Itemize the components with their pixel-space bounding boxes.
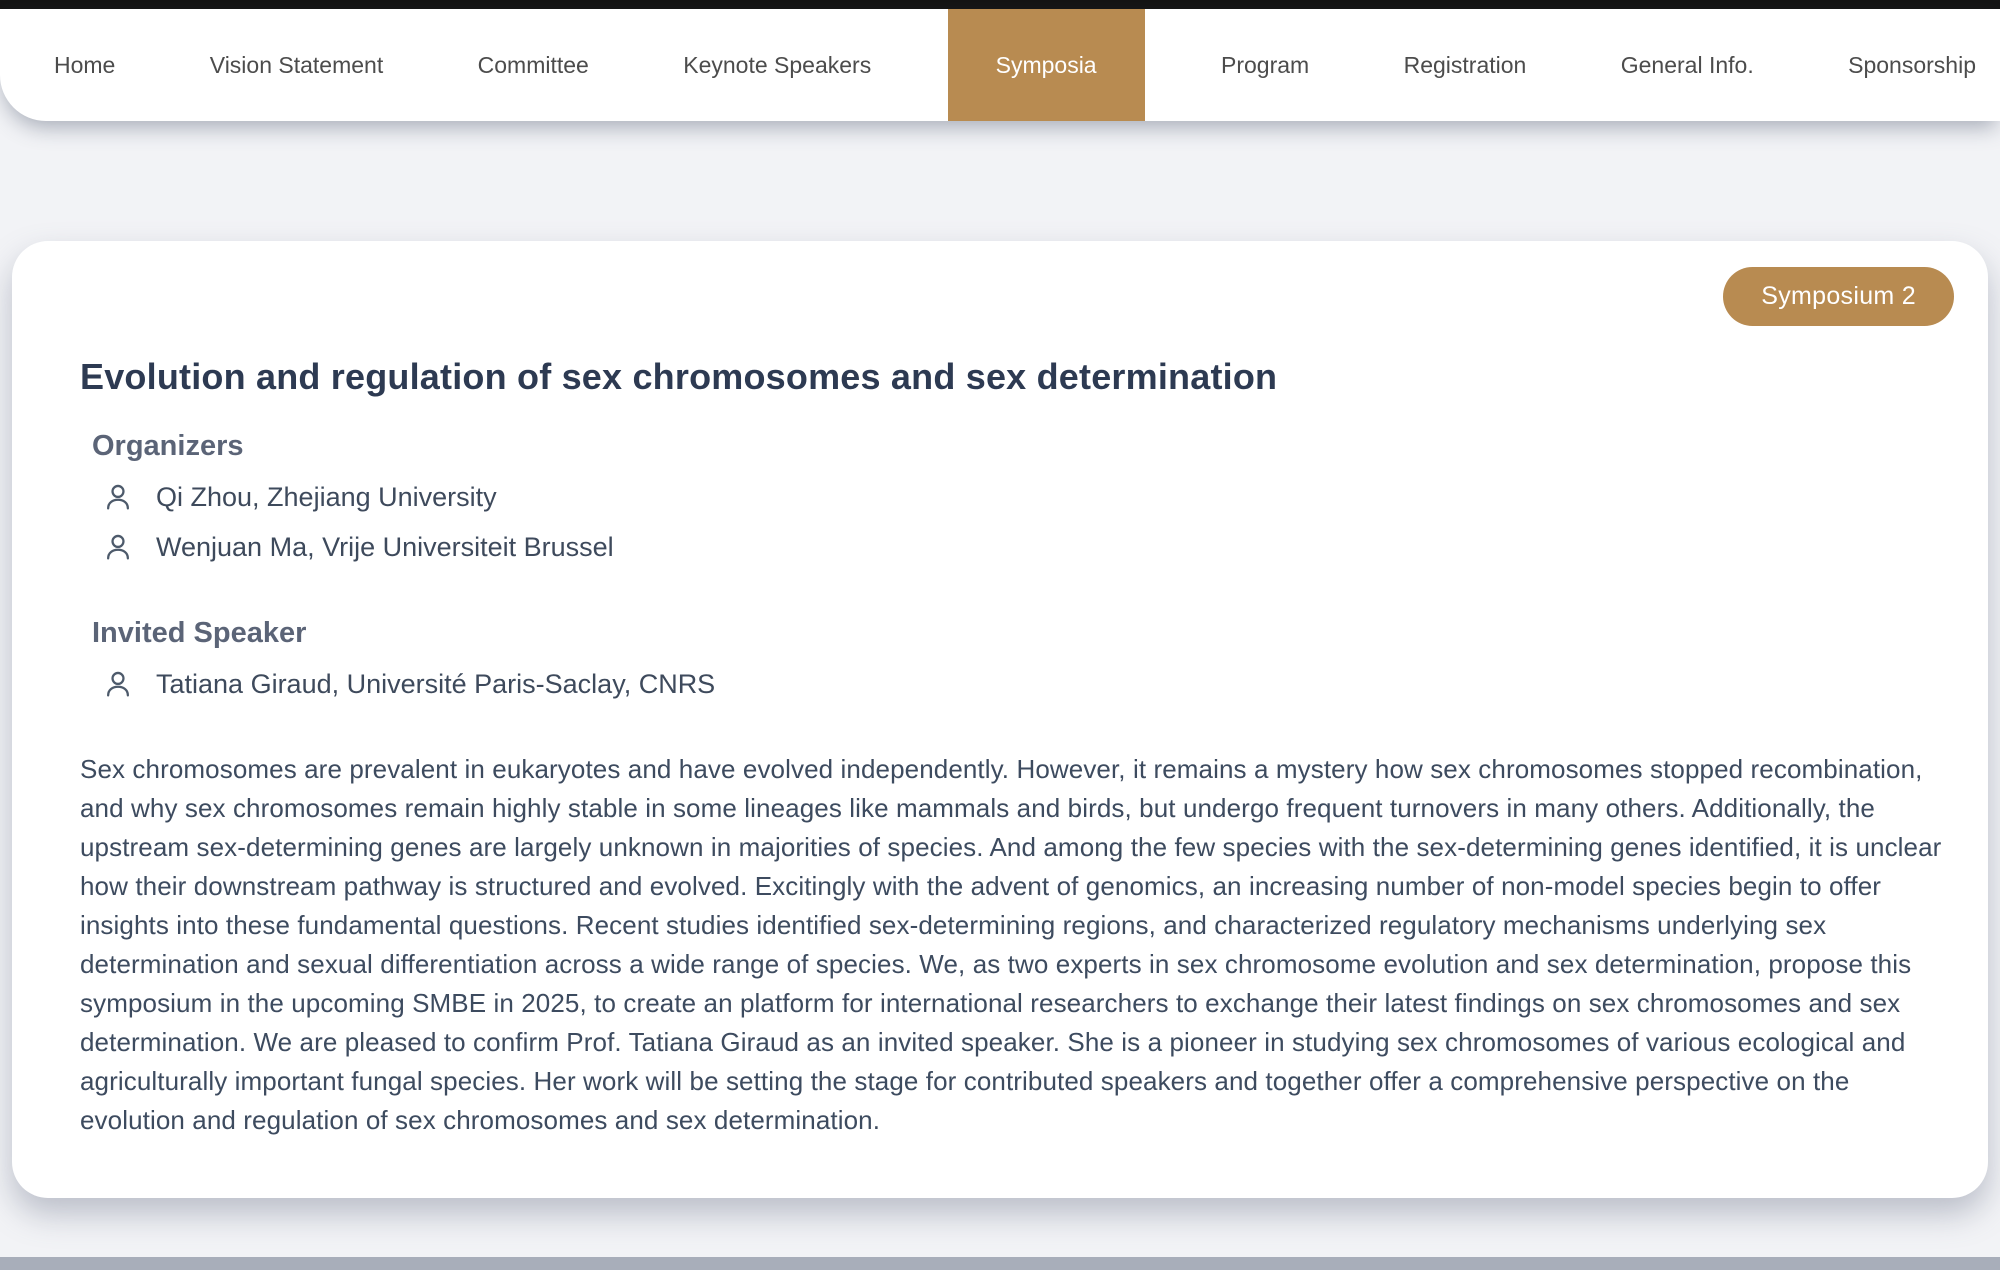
symposium-title: Evolution and regulation of sex chromosomes and sex determination xyxy=(80,356,1278,397)
nav-item-general-info[interactable]: General Info. xyxy=(1620,51,1754,78)
invited-speaker-name: Tatiana Giraud, Université Paris-Saclay, CNRS xyxy=(156,668,716,699)
person-icon xyxy=(102,481,134,513)
nav-item-vision-statement[interactable]: Vision Statement xyxy=(209,51,384,78)
invited-speaker-heading: Invited Speaker xyxy=(92,617,307,649)
badge-row xyxy=(80,267,1954,326)
nav-item-sponsorship[interactable]: Sponsorship xyxy=(1848,51,1976,78)
content-area xyxy=(0,121,2000,1198)
organizer-row xyxy=(102,481,1954,513)
bottom-border-strip xyxy=(0,1257,2000,1270)
symposium-abstract: Sex chromosomes are prevalent in eukaryotes and have evolved independently. However, it remains a mystery how sex chromosomes stopped recombination, and why sex chromosomes remain highly stable in some lineages like mammals and birds, but undergo frequent turnovers in many others. Additionally, the upstream sex-determining genes are largely unknown in majorities of species. And among the few species with the sex-determining genes identified, it is unclear how their downstream pathway is structured and evolved. Excitingly with the advent of genomics, an increasing number of non-model species begin to offer insights into these fundamental questions. Recent studies identified sex-determining regions, and characterized regulatory mechanisms underlying sex determination and sexual differentiation across a wide range of species. We, as two experts in sex chromosome evolution and sex determination, propose this symposium in the upcoming SMBE in 2025, to create an platform for international researchers to exchange their latest findings on sex chromosomes and sex determination. We are pleased to confirm Prof. Tatiana Giraud as an invited speaker. She is a pioneer in studying sex chromosomes of various ecological and agriculturally important fungal species. Her work will be setting the stage for contributed speakers and together offer a comprehensive perspective on the evolution and regulation of sex chromosomes and sex determination. xyxy=(80,754,1942,1135)
nav-item-program[interactable]: Program xyxy=(1221,51,1310,78)
symposium-card xyxy=(12,241,1988,1198)
organizer-name: Wenjuan Ma, Vrije Universiteit Brussel xyxy=(156,531,614,562)
nav-item-keynote-speakers[interactable]: Keynote Speakers xyxy=(683,51,872,78)
invited-speaker-row xyxy=(102,668,1954,700)
organizer-row xyxy=(102,531,1954,563)
organizer-name: Qi Zhou, Zhejiang University xyxy=(156,481,497,512)
person-icon xyxy=(102,531,134,563)
organizers-heading: Organizers xyxy=(92,430,244,462)
nav-item-committee[interactable]: Committee xyxy=(477,51,589,78)
nav-item-home[interactable]: Home xyxy=(54,51,116,78)
symposium-number-badge: Symposium 2 xyxy=(1723,267,1954,326)
top-border-strip xyxy=(0,0,2000,9)
nav-item-symposia[interactable]: Symposia xyxy=(948,9,1145,121)
main-nav xyxy=(0,9,2000,121)
person-icon xyxy=(102,668,134,700)
nav-item-registration[interactable]: Registration xyxy=(1403,51,1527,78)
